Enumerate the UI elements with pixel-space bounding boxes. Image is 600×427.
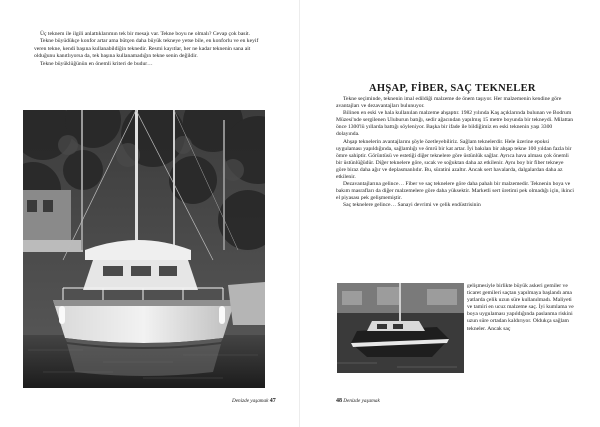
paragraph: Tekne büyüklüğünün en önemli kriteri de budur… — [40, 60, 153, 67]
wrapped-text-beside-photo: gelişmesiyle birlikte büyük askeri gemiler ve ticaret gemileri saçtan yapılmaya başlandı ama yatlarda çelik uzun süre kullanılmadı. Maliyeti ve tamiri en ucuz malzeme saç. İyi kumlama ve boya uygulaması yapıldığında paslanma riskini uzun süre ortadan kaldırıyor. Oldukça sağlam tekneler. Ancak saç — [467, 283, 574, 332]
paragraph: Bilinen en eski ve hala kullanılan malzeme ahşaptır. 1982 yılında Kaş açıklarında bulunan ve Bodrum Müzesi'nde sergilenen Uluburun batığı, sedir ağacından yapılmış 15 metre boyunda bir tekneydi. Milattan önce 1300'lü yıllarda battığı söyleniyor. Başka bir ifade ile bildiğimiz en eski teknenin yaşı 3300 dolayında. — [336, 110, 574, 138]
folio-left — [232, 398, 276, 404]
paragraph: Tekne büyüdükçe konfor artar ama bütçen daha büyük tekneye yetse bile, en konforlu ve en keyif veren tekne, kendi başına kullanabildiğin teknedir. Resmi kayıtlar, her ne kadar teknenin sana ait olduğunu kanıtlıyorsa da, tek başına kullanamadığın tekne senin değildir. — [34, 38, 259, 60]
paragraph: Ahşap teknelerin avantajlarını şöyle özetleyebiliriz. Sağlam teknelerdir. Hele üzerine epoksi uygulaması yapıldığında, sağlamlığı ve ömrü bir kat artar. İyi bakılan bir ahşap tekne 100 yıldan fazla bir ömre sahiptir. Görüntüsü ve estetiği diğer teknelere göre üstünlük sağlar. Ayrıca hava alması çok önemli bir üstünlüğüdür. Diğer teknelere göre, sıcak ve soğuktan daha az etkilenir. Aynı boy bir fiber tekneye göre biraz daha ağır ve deplasmanlıdır. Bu, süratini azaltır. Ancak sert havalarda, dalgalardan daha az etkilenir. — [336, 138, 572, 181]
paragraph: Üç teknem ile ilgili anlattıklarımın tek bir mesajı var. Tekne boyu ne olmalı? Cevap çok basit. — [40, 31, 250, 37]
right-page-text — [336, 96, 574, 210]
folio-right — [336, 398, 380, 404]
section-heading: AHŞAP, FİBER, SAÇ TEKNELER — [369, 83, 536, 94]
running-footer: Denizde yaşamak — [232, 398, 269, 404]
paragraph: Tekne seçiminde, teknenin imal edildiği malzeme de önem taşıyor. Her malzemenin kendine göre avantajları ve dezavantajları bulunuyor. — [336, 96, 562, 110]
paragraph: Dezavantajlarına gelince… Fiber ve saç teknelere göre daha pahalı bir malzemedir. Teknenin boya ve bakım masrafları da diğer malzemelere göre daha yüksektir. Marketli sert üretimi pek olmadığı için, ikinci el piyasası pek gelişmemiştir. — [336, 181, 574, 202]
steel-boat-photo — [337, 283, 464, 373]
sailboat-dock-photo — [23, 110, 265, 388]
page-number: 47 — [269, 398, 276, 404]
running-footer: Denizde yaşamak — [343, 398, 380, 404]
paragraph: Saç teknelere gelince… Sanayi devrimi ve çelik endüstrisinin — [343, 202, 481, 209]
page-number: 48 — [336, 398, 342, 404]
left-page-text — [34, 31, 266, 68]
